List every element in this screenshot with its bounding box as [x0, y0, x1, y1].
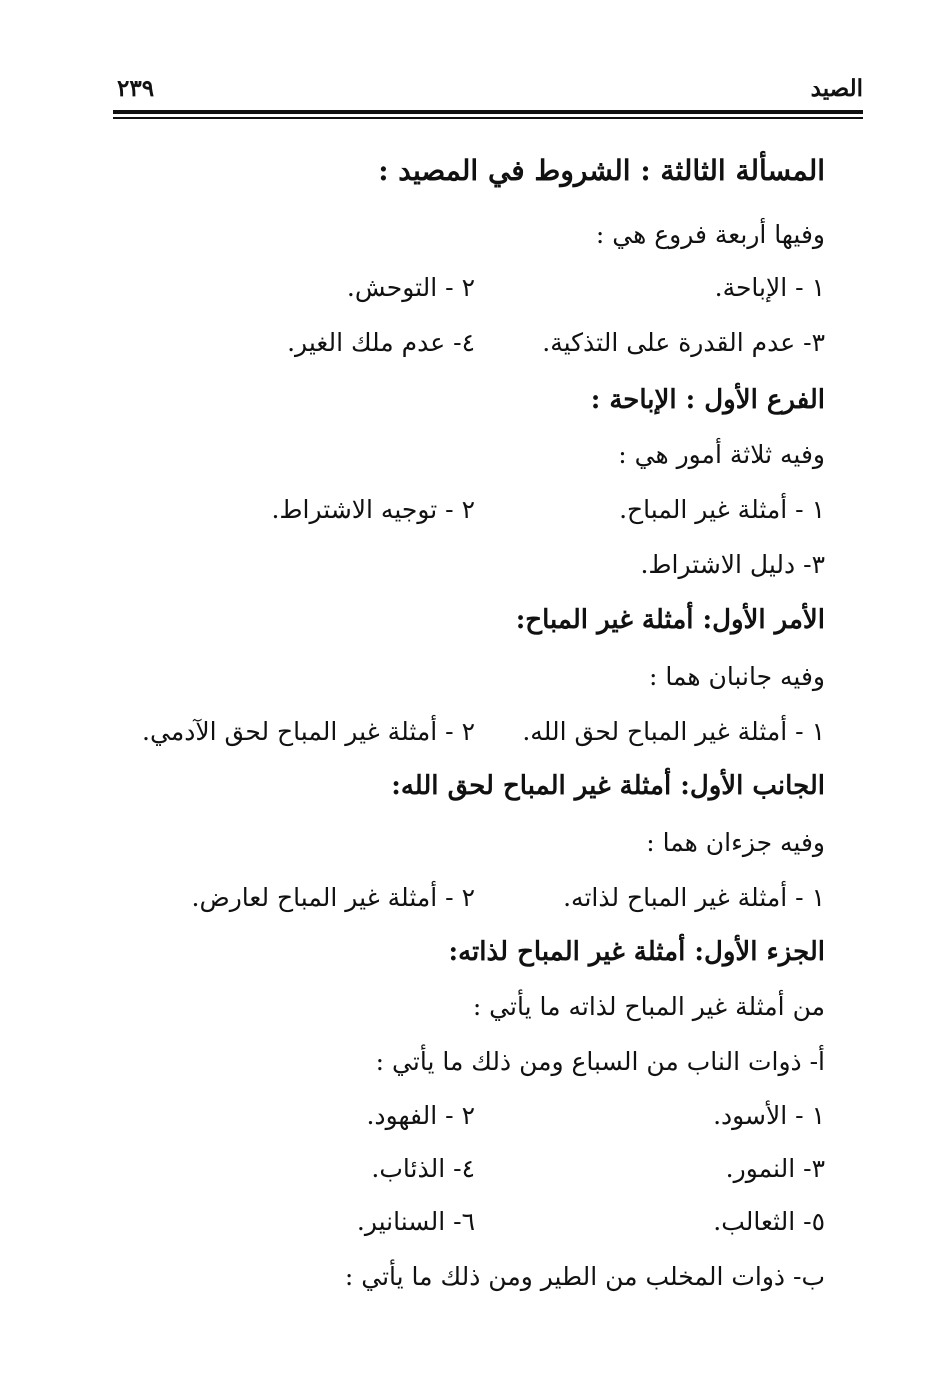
list-item: ٢ - التوحش.: [346, 273, 475, 302]
list-row: [125, 326, 825, 360]
heading-janib-1: الجانب الأول: أمثلة غير المباح لحق الله:: [391, 771, 825, 801]
list-item: ٢ - أمثلة غير المباح لحق الآدمي.: [142, 717, 475, 746]
intro-juz: وفيه جزءان هما :: [646, 828, 825, 857]
list-item: ١ - أمثلة غير المباح لحق الله.: [522, 717, 825, 746]
list-row: [125, 1099, 825, 1133]
list-row: [125, 715, 825, 749]
list-item: ٣- النمور.: [725, 1154, 825, 1183]
list-row: [125, 881, 825, 915]
intro-umur: وفيه ثلاثة أمور هي :: [618, 440, 825, 469]
list-item: ٣- عدم القدرة على التذكية.: [542, 328, 825, 357]
heading-amr-1: الأمر الأول: أمثلة غير المباح:: [515, 605, 825, 635]
intro-furu: وفيها أربعة فروع هي :: [595, 220, 825, 249]
list-row: [125, 548, 825, 582]
min-amthila: من أمثلة غير المباح لذاته ما يأتي :: [472, 992, 825, 1021]
page-number: ٢٣٩: [117, 75, 155, 102]
list-item: ٥- الثعالب.: [713, 1207, 825, 1236]
chapter-title: الصيد: [810, 75, 863, 102]
list-row: [125, 1205, 825, 1239]
list-item: ١ - أمثلة غير المباح.: [619, 495, 825, 524]
header-rule-thin: [113, 117, 863, 119]
list-row: [125, 271, 825, 305]
list-item: ٢ - أمثلة غير المباح لعارض.: [191, 883, 475, 912]
list-row: [125, 493, 825, 527]
list-item: ١ - الإباحة.: [714, 273, 825, 302]
list-item: ٣- دليل الاشتراط.: [640, 550, 825, 579]
list-item: ٦- السنانير.: [356, 1207, 475, 1236]
list-item: ٤- الذئاب.: [371, 1154, 475, 1183]
intro-janiban: وفيه جانبان هما :: [648, 662, 825, 691]
item-alif: أ- ذوات الناب من السباع ومن ذلك ما يأتي :: [375, 1047, 825, 1076]
heading-far-1: الفرع الأول : الإباحة :: [590, 385, 825, 415]
list-item: ١ - أمثلة غير المباح لذاته.: [563, 883, 825, 912]
heading-masala-3: المسألة الثالثة : الشروط في المصيد :: [378, 154, 825, 187]
header-rule-thick: [113, 110, 863, 114]
page-header: [113, 74, 863, 110]
list-item: ٢ - الفهود.: [366, 1101, 475, 1130]
list-item: ١ - الأسود.: [713, 1101, 825, 1130]
list-row: [125, 1152, 825, 1186]
item-baa: ب- ذوات المخلب من الطير ومن ذلك ما يأتي :: [344, 1262, 825, 1291]
list-item: ٤- عدم ملك الغير.: [287, 328, 475, 357]
heading-juz-1: الجزء الأول: أمثلة غير المباح لذاته:: [448, 937, 825, 967]
list-item: ٢ - توجيه الاشتراط.: [271, 495, 475, 524]
